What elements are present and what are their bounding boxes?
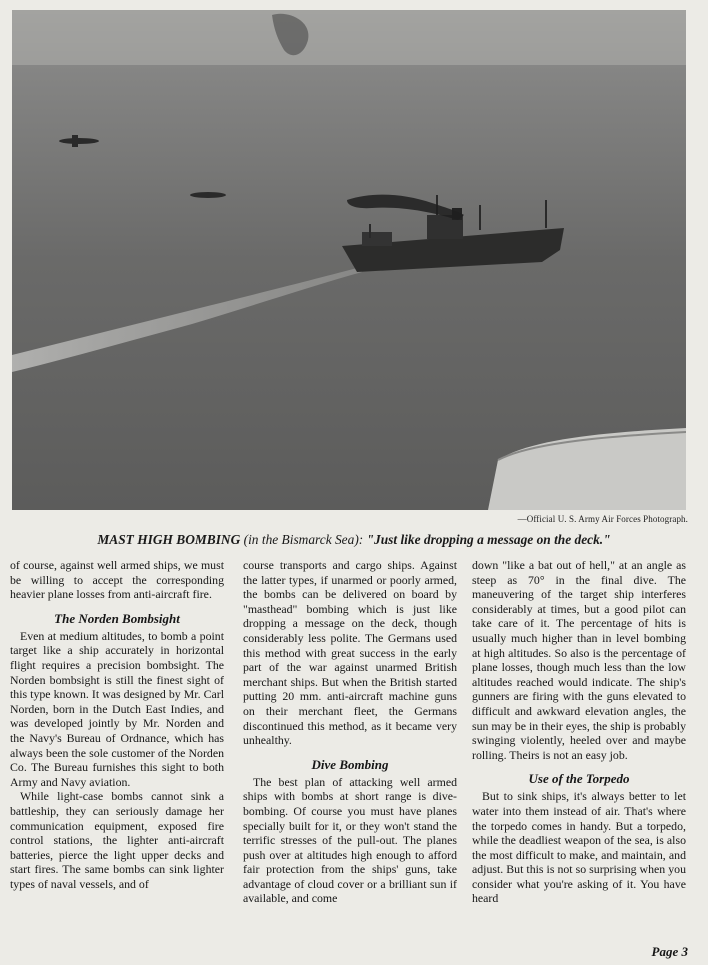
caption-quote: "Just like dropping a message on the deck." <box>366 532 611 547</box>
paragraph: course transports and cargo ships. Against the latter types, if unarmed or poorly armed, the bombs can be delivered on board by "masthead" bombing which is just like dropping a message on the deck, though considerably less polite. The Germans used this method with great success in the early part of the war against unarmed British merchant ships. But when the British started putting 20 mm. anti-aircraft machine guns on their merchant fleet, the Germans discontinued this method, as it became very unhealthy. <box>243 558 457 748</box>
section-heading: Dive Bombing <box>311 756 389 772</box>
paragraph: The best plan of attacking well armed ships with bombs at short range is dive-bombing. Of course you must have planes specially built for it, or they won't stand the terrific stresses of the pull-out. The planes push over at altitudes high enough to afford fair protection from the ships' guns, take advantage of cloud cover or a brilliant sun if available, and come <box>243 774 457 906</box>
section-heading: The Norden Bombsight <box>54 610 180 626</box>
paragraph: But to sink ships, it's always better to let water into them instead of air. That's where the torpedo comes in handy. But a torpedo, while the deadliest weapon of the sea, is also the most difficult to make, and maintain, and adjust. But this is not so surprising when you consider what you're asking of it. You have heard <box>472 789 686 906</box>
photograph <box>12 10 686 510</box>
section-heading: Use of the Torpedo <box>528 771 630 787</box>
aircraft-center <box>190 192 226 198</box>
paragraph: While light-case bombs cannot sink a battleship, they can seriously damage her communication equipment, exposed fire control stations, the lighter anti-aircraft batteries, pierce the light upper decks and start fires. The same bombs can sink lighter types of naval vessels, and of <box>10 789 224 891</box>
text-column-2 <box>243 558 457 906</box>
paragraph: of course, against well armed ships, we must be willing to accept the corresponding heavier plane losses from anti-aircraft fire. <box>10 558 224 602</box>
caption-title: MAST HIGH BOMBING <box>97 532 241 547</box>
ship-bombing-photo <box>12 10 686 510</box>
paragraph: down "like a bat out of hell," at an angle as steep as 70° in the final dive. The maneuvering of the target ship interferes considerably at times, but a good pilot can take care of it. The percentage of hits is usually much higher than in level bombing at high altitudes. So also is the percentage of plane losses, though much less than the low altitudes reached would indicate. The ship's gunners are firing with the guns elevated to difficult and awkward elevation angles, the sun may be in their eyes, the ship is probably swinging violently, heeled over and maybe rolling. Theirs is not an easy job. <box>472 558 686 762</box>
photo-caption <box>0 532 708 548</box>
paragraph: Even at medium altitudes, to bomb a point target like a ship accurately in horizontal flight requires a precision bombsight. The Norden bombsight is still the finest sight of this type known. It was designed by Mr. Carl Norden, born in the Dutch East Indies, and was developed jointly by Mr. Norden and the Navy's Bureau of Ordnance, which has always been the sole customer of the Norden Co. The Bureau furnishes this sight to both Army and Navy aviation. <box>10 628 224 789</box>
text-column-1 <box>10 558 224 891</box>
caption-location: (in the Bismarck Sea): <box>243 532 364 547</box>
photo-credit: —Official U. S. Army Air Forces Photograph. <box>517 514 688 524</box>
text-column-3 <box>472 558 686 906</box>
page-number: Page 3 <box>651 944 688 959</box>
